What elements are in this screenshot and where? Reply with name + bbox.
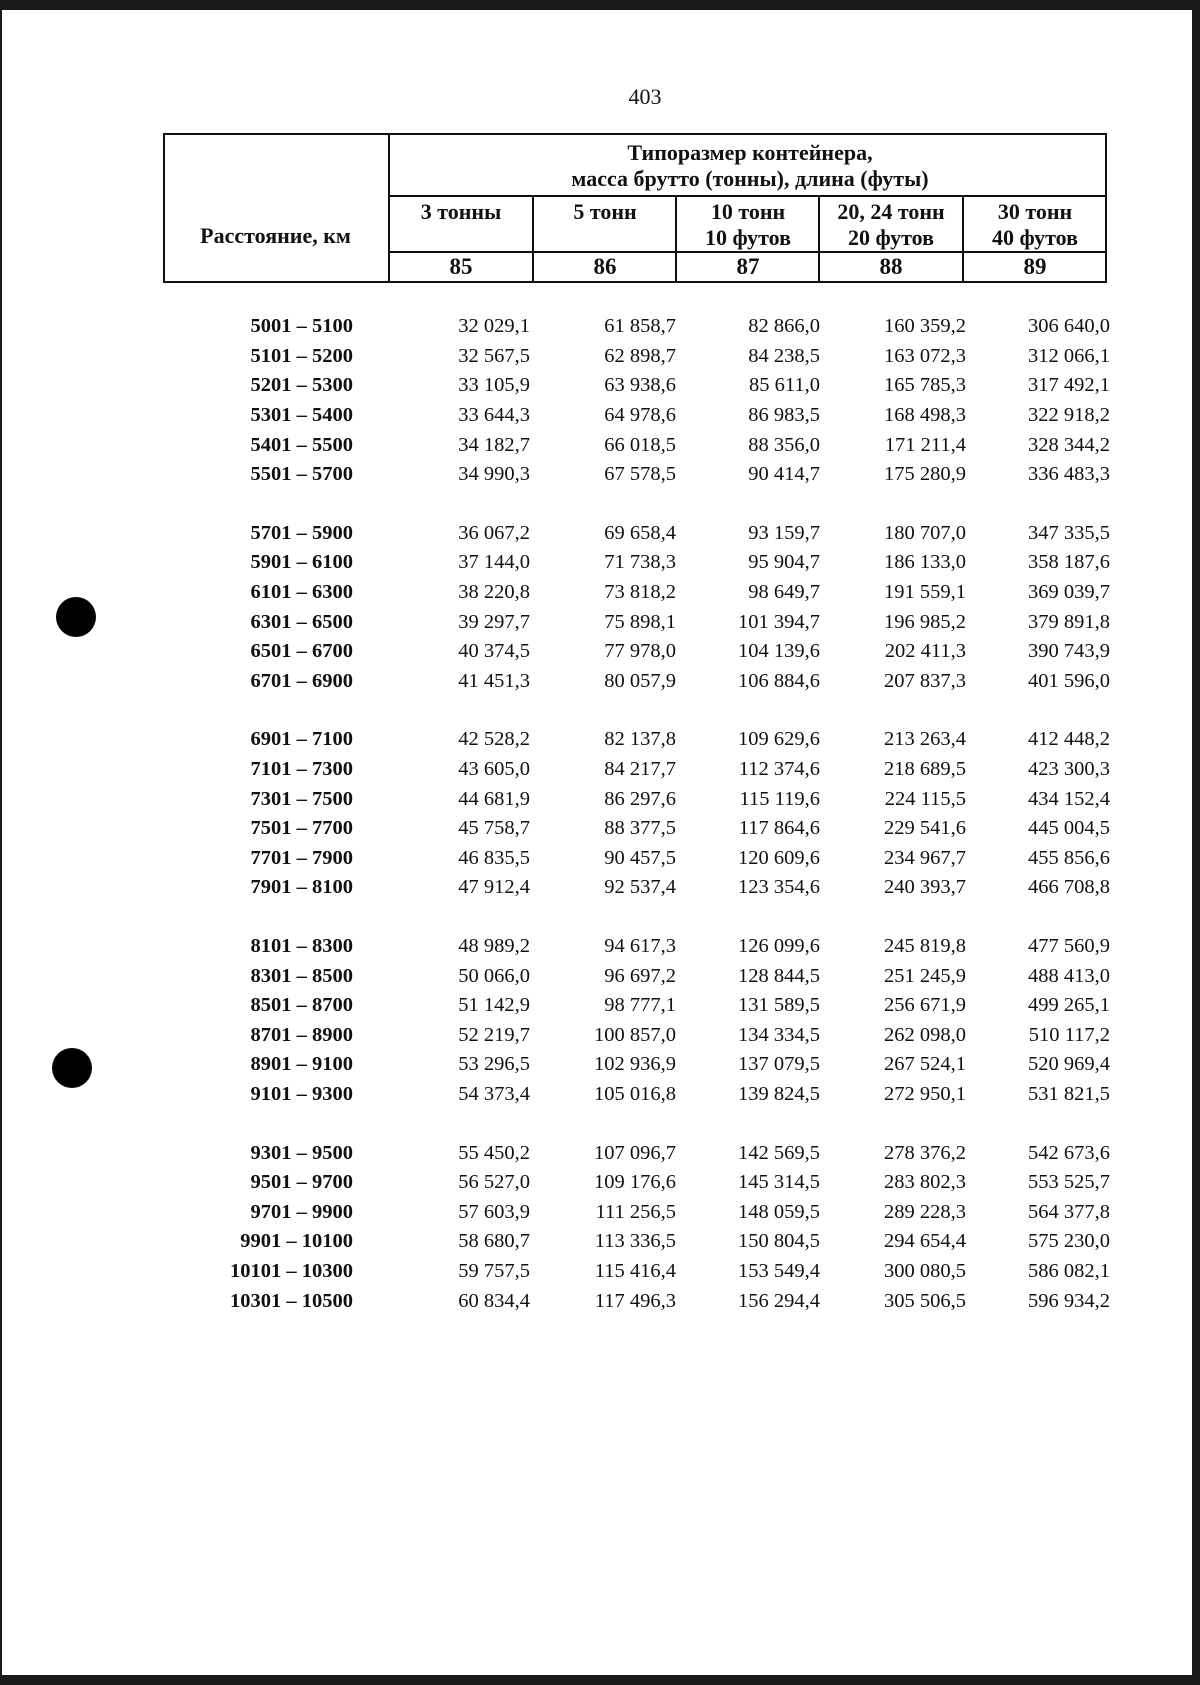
- distance-range-cell: 9701 – 9900: [250, 1200, 353, 1223]
- rate-5t-cell: 90 457,5: [604, 846, 676, 869]
- column-header-3t: [390, 199, 532, 225]
- rate-5t-cell: 80 057,9: [604, 669, 676, 692]
- rate-10t-cell: 156 294,4: [738, 1289, 820, 1312]
- column-header-line1: 10 тонн: [710, 199, 786, 224]
- rate-10t-cell: 98 649,7: [748, 581, 820, 604]
- rate-3t-cell: 59 757,5: [458, 1259, 530, 1282]
- distance-range-cell: 9901 – 10100: [240, 1230, 353, 1253]
- rate-5t-cell: 98 777,1: [604, 994, 676, 1017]
- rate-5t-cell: 96 697,2: [604, 964, 676, 987]
- rate-20t-cell: 240 393,7: [884, 876, 966, 899]
- column-header-line1: 5 тонн: [573, 199, 637, 224]
- rate-5t-cell: 111 256,5: [595, 1200, 676, 1223]
- rate-20t-cell: 224 115,5: [884, 787, 966, 810]
- rate-30t-cell: 369 039,7: [1028, 581, 1110, 604]
- rate-30t-cell: 347 335,5: [1028, 521, 1110, 544]
- rate-3t-cell: 50 066,0: [458, 964, 530, 987]
- rate-20t-cell: 191 559,1: [884, 581, 966, 604]
- distance-range-cell: 10101 – 10300: [230, 1259, 353, 1282]
- rate-20t-cell: 305 506,5: [884, 1289, 966, 1312]
- rate-10t-cell: 101 394,7: [738, 610, 820, 633]
- rate-10t-cell: 123 354,6: [738, 876, 820, 899]
- rate-30t-cell: 488 413,0: [1028, 964, 1110, 987]
- column-code-85: 85: [449, 254, 473, 279]
- table-row: [200, 932, 1120, 962]
- rate-3t-cell: 33 644,3: [458, 404, 530, 427]
- rate-5t-cell: 64 978,6: [604, 404, 676, 427]
- rate-10t-cell: 95 904,7: [748, 551, 820, 574]
- rate-3t-cell: 55 450,2: [458, 1141, 530, 1164]
- rate-3t-cell: 44 681,9: [458, 787, 530, 810]
- rate-10t-cell: 139 824,5: [738, 1082, 820, 1105]
- rate-5t-cell: 75 898,1: [604, 610, 676, 633]
- rate-10t-cell: 117 864,6: [738, 817, 820, 840]
- rate-20t-cell: 168 498,3: [884, 404, 966, 427]
- column-header-line2: 10 футов: [704, 225, 792, 250]
- table-row: [200, 312, 1120, 342]
- rate-20t-cell: 165 785,3: [884, 374, 966, 397]
- distance-range-cell: 6301 – 6500: [250, 610, 353, 633]
- distance-range-cell: 9301 – 9500: [250, 1141, 353, 1164]
- column-header-line2: 20 футов: [847, 225, 935, 250]
- scan-border-bottom: [0, 1675, 1200, 1685]
- rate-3t-cell: 58 680,7: [458, 1230, 530, 1253]
- rate-30t-cell: 317 492,1: [1028, 374, 1110, 397]
- rate-30t-cell: 336 483,3: [1028, 463, 1110, 486]
- rate-10t-cell: 112 374,6: [738, 758, 820, 781]
- rate-20t-cell: 278 376,2: [884, 1141, 966, 1164]
- rate-10t-cell: 109 629,6: [738, 728, 820, 751]
- column-header-10t: [677, 199, 819, 251]
- rate-3t-cell: 32 029,1: [458, 315, 530, 338]
- rate-3t-cell: 42 528,2: [458, 728, 530, 751]
- rate-3t-cell: 32 567,5: [458, 344, 530, 367]
- rate-10t-cell: 88 356,0: [748, 433, 820, 456]
- rate-3t-cell: 48 989,2: [458, 934, 530, 957]
- rate-30t-cell: 390 743,9: [1028, 640, 1110, 663]
- rate-3t-cell: 53 296,5: [458, 1053, 530, 1076]
- rate-10t-cell: 142 569,5: [738, 1141, 820, 1164]
- rate-10t-cell: 145 314,5: [738, 1171, 820, 1194]
- container-size-group-header: [393, 140, 1107, 192]
- distance-range-cell: 7301 – 7500: [250, 787, 353, 810]
- table-row: [200, 1168, 1120, 1198]
- distance-range-cell: 5001 – 5100: [250, 315, 353, 338]
- rate-30t-cell: 564 377,8: [1028, 1200, 1110, 1223]
- rate-20t-cell: 272 950,1: [884, 1082, 966, 1105]
- distance-range-cell: 8101 – 8300: [250, 934, 353, 957]
- row-group: [200, 519, 1120, 697]
- rate-10t-cell: 148 059,5: [738, 1200, 820, 1223]
- rate-5t-cell: 107 096,7: [594, 1141, 676, 1164]
- rate-5t-cell: 88 377,5: [604, 817, 676, 840]
- rate-20t-cell: 180 707,0: [884, 521, 966, 544]
- table-row: [200, 667, 1120, 697]
- rate-5t-cell: 105 016,8: [594, 1082, 676, 1105]
- table-row: [200, 844, 1120, 874]
- rate-5t-cell: 86 297,6: [604, 787, 676, 810]
- distance-range-cell: 5101 – 5200: [250, 344, 353, 367]
- group-title-line1: Типоразмер контейнера,: [627, 140, 873, 165]
- rate-3t-cell: 41 451,3: [458, 669, 530, 692]
- rate-10t-cell: 134 334,5: [738, 1023, 820, 1046]
- table-row: [200, 371, 1120, 401]
- rate-30t-cell: 520 969,4: [1028, 1053, 1110, 1076]
- rate-3t-cell: 37 144,0: [458, 551, 530, 574]
- table-row: [200, 991, 1120, 1021]
- group-title-line2: масса брутто (тонны), длина (футы): [571, 166, 929, 191]
- rate-30t-cell: 322 918,2: [1028, 404, 1110, 427]
- rate-30t-cell: 401 596,0: [1028, 669, 1110, 692]
- rate-20t-cell: 186 133,0: [884, 551, 966, 574]
- table-row: [200, 755, 1120, 785]
- rate-3t-cell: 34 182,7: [458, 433, 530, 456]
- rate-10t-cell: 120 609,6: [738, 846, 820, 869]
- rate-5t-cell: 92 537,4: [604, 876, 676, 899]
- rate-30t-cell: 379 891,8: [1028, 610, 1110, 633]
- table-header: [163, 133, 1107, 283]
- distance-range-cell: 7701 – 7900: [250, 846, 353, 869]
- rate-20t-cell: 196 985,2: [884, 610, 966, 633]
- punch-hole-bottom: [52, 1048, 92, 1088]
- rate-20t-cell: 300 080,5: [884, 1259, 966, 1282]
- rate-20t-cell: 267 524,1: [884, 1053, 966, 1076]
- distance-range-cell: 5301 – 5400: [250, 404, 353, 427]
- rate-30t-cell: 531 821,5: [1028, 1082, 1110, 1105]
- rate-30t-cell: 510 117,2: [1028, 1023, 1110, 1046]
- rate-5t-cell: 102 936,9: [594, 1053, 676, 1076]
- rate-3t-cell: 57 603,9: [458, 1200, 530, 1223]
- rate-20t-cell: 229 541,6: [884, 817, 966, 840]
- distance-range-cell: 8301 – 8500: [250, 964, 353, 987]
- rate-3t-cell: 54 373,4: [458, 1082, 530, 1105]
- rate-5t-cell: 82 137,8: [604, 728, 676, 751]
- table-row: [200, 784, 1120, 814]
- distance-range-cell: 6701 – 6900: [250, 669, 353, 692]
- rate-10t-cell: 85 611,0: [749, 374, 820, 397]
- rate-30t-cell: 477 560,9: [1028, 934, 1110, 957]
- table-row: [200, 961, 1120, 991]
- column-header-line1: 3 тонны: [420, 199, 502, 224]
- distance-range-cell: 10301 – 10500: [230, 1289, 353, 1312]
- rate-3t-cell: 34 990,3: [458, 463, 530, 486]
- rate-10t-cell: 93 159,7: [748, 521, 820, 544]
- rate-3t-cell: 45 758,7: [458, 817, 530, 840]
- rate-5t-cell: 61 858,7: [604, 315, 676, 338]
- table-row: [200, 1286, 1120, 1316]
- row-group: [200, 932, 1120, 1110]
- rate-5t-cell: 62 898,7: [604, 344, 676, 367]
- rate-20t-cell: 175 280,9: [884, 463, 966, 486]
- table-row: [200, 1080, 1120, 1110]
- distance-range-cell: 6901 – 7100: [250, 728, 353, 751]
- column-header-20t: [820, 199, 962, 251]
- table-row: [200, 637, 1120, 667]
- scan-border-right: [1192, 0, 1200, 1685]
- table-row: [200, 342, 1120, 372]
- rate-30t-cell: 423 300,3: [1028, 758, 1110, 781]
- table-row: [200, 519, 1120, 549]
- rate-30t-cell: 586 082,1: [1028, 1259, 1110, 1282]
- table-row: [200, 873, 1120, 903]
- column-header-line1: 20, 24 тонн: [837, 199, 945, 224]
- row-group: [200, 725, 1120, 903]
- distance-range-cell: 9501 – 9700: [250, 1171, 353, 1194]
- rate-5t-cell: 84 217,7: [604, 758, 676, 781]
- distance-range-cell: 5701 – 5900: [250, 521, 353, 544]
- rate-30t-cell: 499 265,1: [1028, 994, 1110, 1017]
- rate-30t-cell: 553 525,7: [1028, 1171, 1110, 1194]
- rate-3t-cell: 51 142,9: [458, 994, 530, 1017]
- rate-20t-cell: 262 098,0: [884, 1023, 966, 1046]
- rate-10t-cell: 131 589,5: [738, 994, 820, 1017]
- distance-range-cell: 5201 – 5300: [250, 374, 353, 397]
- rate-5t-cell: 73 818,2: [604, 581, 676, 604]
- table-row: [200, 1227, 1120, 1257]
- table-row: [200, 1257, 1120, 1287]
- distance-range-cell: 5501 – 5700: [250, 463, 353, 486]
- rate-30t-cell: 358 187,6: [1028, 551, 1110, 574]
- rate-20t-cell: 289 228,3: [884, 1200, 966, 1223]
- column-code-86: 86: [593, 254, 617, 279]
- column-header-30t: [964, 199, 1106, 251]
- rate-30t-cell: 328 344,2: [1028, 433, 1110, 456]
- table-row: [200, 430, 1120, 460]
- table-row: [200, 460, 1120, 490]
- row-group: [200, 1138, 1120, 1316]
- rate-10t-cell: 90 414,7: [748, 463, 820, 486]
- rate-5t-cell: 66 018,5: [604, 433, 676, 456]
- table-row: [200, 607, 1120, 637]
- table-row: [200, 814, 1120, 844]
- distance-range-cell: 6501 – 6700: [250, 640, 353, 663]
- distance-range-cell: 8701 – 8900: [250, 1023, 353, 1046]
- rate-30t-cell: 412 448,2: [1028, 728, 1110, 751]
- rate-3t-cell: 38 220,8: [458, 581, 530, 604]
- rate-5t-cell: 94 617,3: [604, 934, 676, 957]
- rate-20t-cell: 234 967,7: [884, 846, 966, 869]
- rate-30t-cell: 455 856,6: [1028, 846, 1110, 869]
- rate-5t-cell: 113 336,5: [594, 1230, 676, 1253]
- rate-5t-cell: 109 176,6: [594, 1171, 676, 1194]
- rate-10t-cell: 153 549,4: [738, 1259, 820, 1282]
- column-header-line2: 40 футов: [991, 225, 1079, 250]
- rate-30t-cell: 306 640,0: [1028, 315, 1110, 338]
- rate-20t-cell: 251 245,9: [884, 964, 966, 987]
- rate-20t-cell: 218 689,5: [884, 758, 966, 781]
- column-code-88: 88: [879, 254, 903, 279]
- table-row: [200, 725, 1120, 755]
- column-header-line1: 30 тонн: [997, 199, 1073, 224]
- distance-range-cell: 6101 – 6300: [250, 581, 353, 604]
- rate-20t-cell: 207 837,3: [884, 669, 966, 692]
- rate-20t-cell: 245 819,8: [884, 934, 966, 957]
- table-row: [200, 578, 1120, 608]
- rate-10t-cell: 82 866,0: [748, 315, 820, 338]
- tariff-table-body: [200, 312, 1120, 1345]
- rate-5t-cell: 71 738,3: [604, 551, 676, 574]
- distance-range-cell: 5901 – 6100: [250, 551, 353, 574]
- scan-border-top: [0, 0, 1200, 10]
- rate-5t-cell: 100 857,0: [594, 1023, 676, 1046]
- rate-10t-cell: 84 238,5: [748, 344, 820, 367]
- rate-20t-cell: 163 072,3: [884, 344, 966, 367]
- row-group: [200, 312, 1120, 490]
- distance-range-cell: 8501 – 8700: [250, 994, 353, 1017]
- rate-30t-cell: 466 708,8: [1028, 876, 1110, 899]
- rate-3t-cell: 36 067,2: [458, 521, 530, 544]
- table-row: [200, 1020, 1120, 1050]
- rate-5t-cell: 117 496,3: [594, 1289, 676, 1312]
- table-row: [200, 1050, 1120, 1080]
- rate-3t-cell: 47 912,4: [458, 876, 530, 899]
- rate-3t-cell: 39 297,7: [458, 610, 530, 633]
- scan-border-left: [0, 0, 2, 1685]
- rate-20t-cell: 283 802,3: [884, 1171, 966, 1194]
- rate-5t-cell: 69 658,4: [604, 521, 676, 544]
- rate-20t-cell: 256 671,9: [884, 994, 966, 1017]
- rate-30t-cell: 434 152,4: [1028, 787, 1110, 810]
- distance-range-cell: 5401 – 5500: [250, 433, 353, 456]
- table-row: [200, 401, 1120, 431]
- rate-3t-cell: 52 219,7: [458, 1023, 530, 1046]
- rate-10t-cell: 86 983,5: [748, 404, 820, 427]
- distance-range-cell: 8901 – 9100: [250, 1053, 353, 1076]
- rate-5t-cell: 67 578,5: [604, 463, 676, 486]
- rate-3t-cell: 40 374,5: [458, 640, 530, 663]
- rate-5t-cell: 77 978,0: [604, 640, 676, 663]
- rate-30t-cell: 542 673,6: [1028, 1141, 1110, 1164]
- distance-range-cell: 7501 – 7700: [250, 817, 353, 840]
- column-code-89: 89: [1023, 254, 1047, 279]
- rate-10t-cell: 150 804,5: [738, 1230, 820, 1253]
- rate-20t-cell: 294 654,4: [884, 1230, 966, 1253]
- distance-range-cell: 9101 – 9300: [250, 1082, 353, 1105]
- column-header-5t: [534, 199, 676, 225]
- page-number: 403: [628, 84, 662, 109]
- rate-30t-cell: 575 230,0: [1028, 1230, 1110, 1253]
- rate-5t-cell: 63 938,6: [604, 374, 676, 397]
- rate-20t-cell: 160 359,2: [884, 315, 966, 338]
- rate-10t-cell: 106 884,6: [738, 669, 820, 692]
- column-code-87: 87: [736, 254, 760, 279]
- rate-10t-cell: 126 099,6: [738, 934, 820, 957]
- rate-10t-cell: 137 079,5: [738, 1053, 820, 1076]
- rate-10t-cell: 115 119,6: [739, 787, 820, 810]
- rate-30t-cell: 596 934,2: [1028, 1289, 1110, 1312]
- rate-3t-cell: 56 527,0: [458, 1171, 530, 1194]
- table-row: [200, 1138, 1120, 1168]
- rate-20t-cell: 202 411,3: [884, 640, 966, 663]
- table-row: [200, 548, 1120, 578]
- rate-30t-cell: 445 004,5: [1028, 817, 1110, 840]
- rate-10t-cell: 104 139,6: [738, 640, 820, 663]
- punch-hole-top: [56, 597, 96, 637]
- distance-column-header: Расстояние, км: [200, 223, 351, 248]
- distance-range-cell: 7101 – 7300: [250, 758, 353, 781]
- rate-5t-cell: 115 416,4: [594, 1259, 676, 1282]
- rate-30t-cell: 312 066,1: [1028, 344, 1110, 367]
- rate-3t-cell: 33 105,9: [458, 374, 530, 397]
- table-row: [200, 1197, 1120, 1227]
- rate-20t-cell: 171 211,4: [884, 433, 966, 456]
- rate-3t-cell: 43 605,0: [458, 758, 530, 781]
- rate-3t-cell: 46 835,5: [458, 846, 530, 869]
- distance-range-cell: 7901 – 8100: [250, 876, 353, 899]
- rate-3t-cell: 60 834,4: [458, 1289, 530, 1312]
- rate-20t-cell: 213 263,4: [884, 728, 966, 751]
- rate-10t-cell: 128 844,5: [738, 964, 820, 987]
